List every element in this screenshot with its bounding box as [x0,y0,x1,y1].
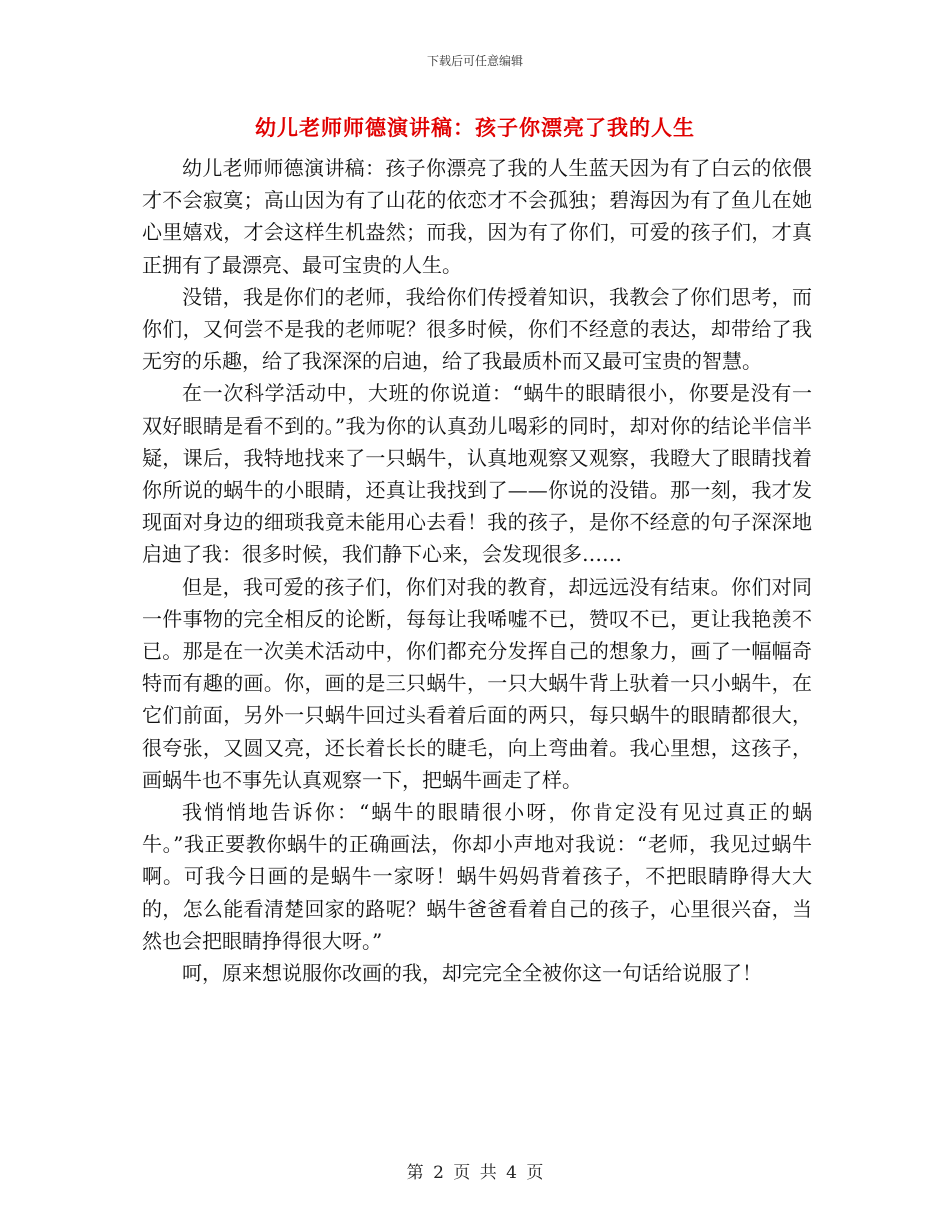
page-header-note: 下载后可任意编辑 [426,54,523,68]
paragraph-3: 在一次科学活动中，大班的你说道：“蜗牛的眼睛很小，你要是没有一双好眼睛是看不到的。”我为你的认真劲儿喝彩的同时，却对你的结论半信半疑，课后，我特地找来了一只蜗牛，认真地观察又观察，我瞪大了眼睛找着你所说的蜗牛的小眼睛，还真让我找到了——你说的没错。那一刻，我才发现面对身边的细琐我竟未能用心去看！我的孩子，是你不经意的句子深深地启迪了我：很多时候，我们静下心来，会发现很多…… [142,381,812,567]
page-number-footer: 第 2 页 共 4 页 [406,1163,544,1183]
paragraph-2: 没错，我是你们的老师，我给你们传授着知识，我教会了你们思考，而你们，又何尝不是我的老师呢？很多时候，你们不经意的表达，却带给了我无穷的乐趣，给了我深深的启迪，给了我最质朴而又最可宝贵的智慧。 [142,284,812,374]
paragraph-1: 幼儿老师师德演讲稿：孩子你漂亮了我的人生蓝天因为有了白云的依偎才不会寂寞；高山因为有了山花的依恋才不会孤独；碧海因为有了鱼儿在她心里嬉戏，才会这样生机盎然；而我，因为有了你们，可爱的孩子们，才真正拥有了最漂亮、最可宝贵的人生。 [142,156,812,277]
document-body [142,152,812,989]
paragraph-6: 呵，原来想说服你改画的我，却完完全全被你这一句话给说服了！ [182,961,762,986]
paragraph-4: 但是，我可爱的孩子们，你们对我的教育，却远远没有结束。你们对同一件事物的完全相反的论断，每每让我唏嘘不已，赞叹不已，更让我艳羡不已。那是在一次美术活动中，你们都充分发挥自己的想象力，画了一幅幅奇特而有趣的画。你，画的是三只蜗牛，一只大蜗牛背上驮着一只小蜗牛，在它们前面，另外一只蜗牛回过头看着后面的两只，每只蜗牛的眼睛都很大，很夸张，又圆又亮，还长着长长的睫毛，向上弯曲着。我心里想，这孩子，画蜗牛也不事先认真观察一下，把蜗牛画走了样。 [142,574,812,792]
paragraph-5: 我悄悄地告诉你：“蜗牛的眼睛很小呀，你肯定没有见过真正的蜗牛。”我正要教你蜗牛的正确画法，你却小声地对我说：“老师，我见过蜗牛啊。可我今日画的是蜗牛一家呀！蜗牛妈妈背着孩子，不把眼睛睁得大大的，怎么能看清楚回家的路呢？蜗牛爸爸看着自己的孩子，心里很兴奋，当然也会把眼睛挣得很大呀。” [142,800,812,953]
document-title: 幼儿老师师德演讲稿：孩子你漂亮了我的人生 [255,116,695,140]
